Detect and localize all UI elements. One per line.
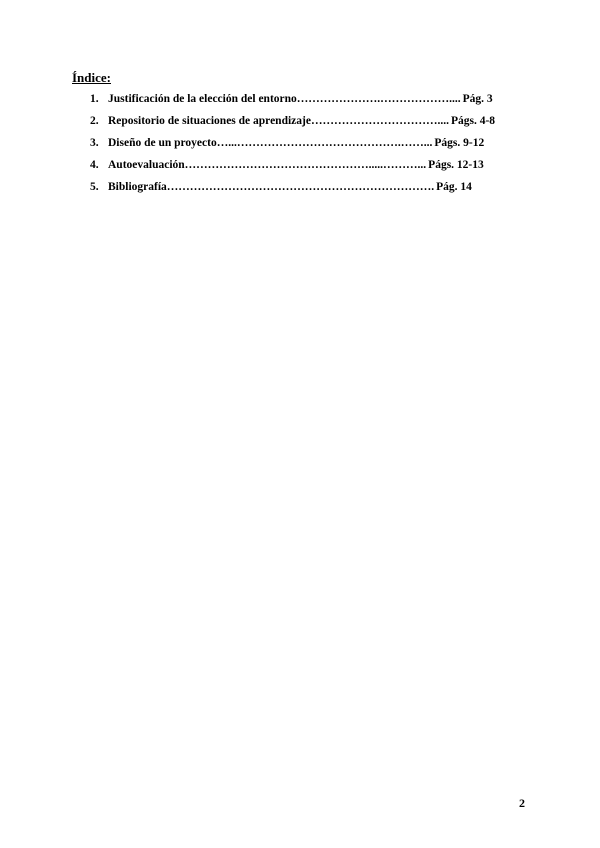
- toc-entry-page: Págs. 4-8: [450, 115, 496, 127]
- toc-entry-page: Págs. 9-12: [434, 137, 485, 149]
- toc-entry-page: Págs. 12-13: [428, 159, 484, 171]
- toc-entry-number: 3.: [90, 137, 99, 149]
- toc-entry-leader: ………………………………………….....………...: [184, 159, 427, 171]
- page-number: 2: [519, 796, 525, 810]
- toc-entry-page: Pág. 14: [436, 181, 472, 193]
- toc-entry: [90, 115, 495, 137]
- toc-heading: Índice:: [72, 70, 111, 85]
- toc-entry-leader: ………………….………………....: [296, 93, 461, 105]
- toc-entry-title: Repositorio de situaciones de aprendizaje: [108, 115, 311, 127]
- toc-entry-number: 4.: [90, 159, 99, 171]
- toc-entry-page: Pág. 3: [462, 93, 493, 105]
- toc-entry-title: Diseño de un proyecto: [108, 137, 217, 149]
- toc-entry: [90, 93, 495, 115]
- toc-entry-leader: …………………………………………………………….: [166, 181, 435, 193]
- table-of-contents: [90, 93, 495, 203]
- toc-entry-leader: ……………………………....: [310, 115, 449, 127]
- toc-entry-number: 5.: [90, 181, 99, 193]
- toc-entry-title: Justificación de la elección del entorno: [108, 93, 297, 105]
- toc-entry: [90, 137, 495, 159]
- toc-entry: [90, 159, 495, 181]
- toc-entry-number: 1.: [90, 93, 99, 105]
- toc-entry-title: Autoevaluación: [108, 159, 185, 171]
- toc-entry: [90, 181, 495, 203]
- toc-entry-number: 2.: [90, 115, 99, 127]
- toc-entry-leader: …...…………………………………….……...: [216, 137, 433, 149]
- toc-entry-title: Bibliografía: [108, 181, 167, 193]
